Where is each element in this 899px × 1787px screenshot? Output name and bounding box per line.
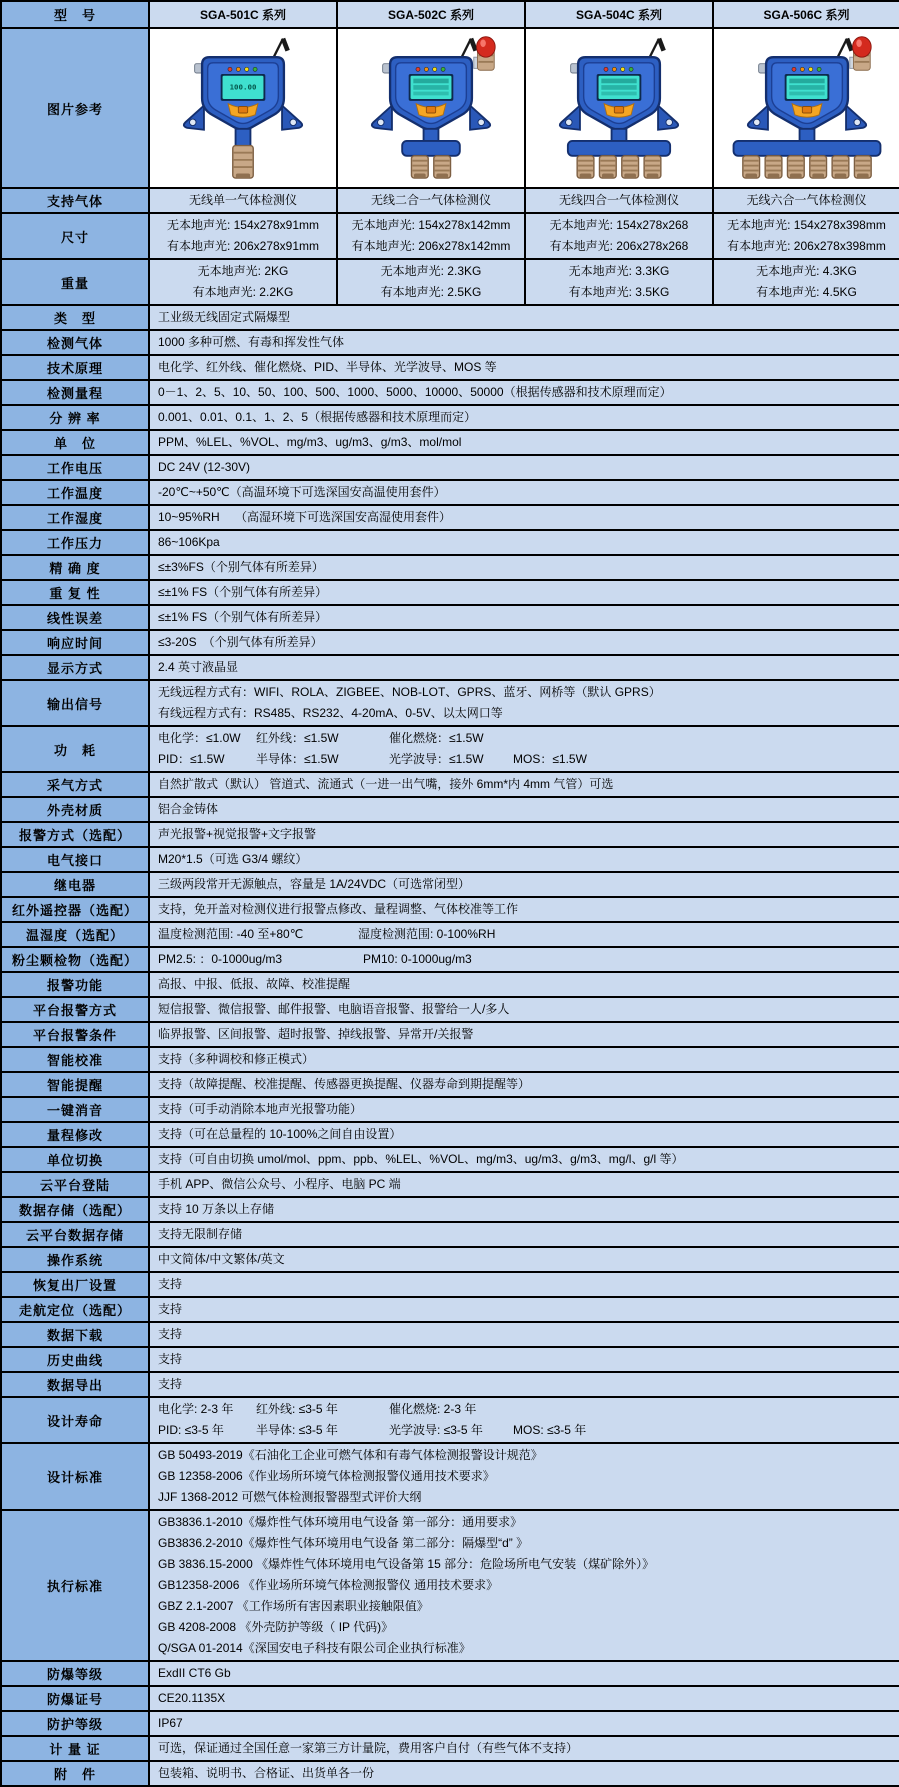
- row-value: 10~95%RH （高湿环境下可选深国安高湿使用套件）: [149, 505, 899, 530]
- row-label: 工作温度: [1, 480, 149, 505]
- spec-row: [1, 822, 899, 847]
- row-value-cell: 无线单一气体检测仪: [149, 188, 337, 213]
- row-value: 温度检测范围: -40 至+80℃ 湿度检测范围: 0-100%RH: [149, 922, 899, 947]
- spec-row: [1, 305, 899, 330]
- row-label: 报警功能: [1, 972, 149, 997]
- spec-row: [1, 480, 899, 505]
- row-value: 0.001、0.01、0.1、1、2、5（根据传感器和技术原理而定）: [149, 405, 899, 430]
- row-label: 云平台登陆: [1, 1172, 149, 1197]
- row-label: 数据下载: [1, 1322, 149, 1347]
- spec-row: [1, 1661, 899, 1686]
- spec-row: [1, 1197, 899, 1222]
- row-value: ExdII CT6 Gb: [149, 1661, 899, 1686]
- row-value: GB3836.1-2010《爆炸性气体环境用电气设备 第一部分：通用要求》 GB3836.2-2010《爆炸性气体环境用电气设备 第二部分：隔爆型“d” 》 GB 3836.15-2000 《爆炸性气体环境用电气设备第 15 部分：危险场所电气安装（煤矿除外）》 GB12358-2006 《作业场所环境气体检测报警仪 通用技术要求》 GBZ 2.1-2007 《工作场所有害因素职业接触限值》 GB 4208-2008 《外壳防护等级（ IP 代码)》 Q/SGA 01-2014《深国安电子科技有限公司企业执行标准》: [149, 1510, 899, 1661]
- row-value-cell: 无本地声光: 3.3KG 有本地声光: 3.5KG: [525, 259, 713, 305]
- spec-row: [1, 1147, 899, 1172]
- row-label: 粉尘颗检物（选配）: [1, 947, 149, 972]
- row-label: 防爆等级: [1, 1661, 149, 1686]
- spec-row: [1, 1097, 899, 1122]
- spec-row: [1, 922, 899, 947]
- row-value: 支持 10 万条以上存储: [149, 1197, 899, 1222]
- spec-row: [1, 947, 899, 972]
- row-label: 防护等级: [1, 1711, 149, 1736]
- row-label: 恢复出厂设置: [1, 1272, 149, 1297]
- row-value-cell: 无线六合一气体检测仪: [713, 188, 899, 213]
- row-value: 0－1、2、5、10、50、100、500、1000、5000、10000、50000（根据传感器和技术原理而定）: [149, 380, 899, 405]
- spec-row: [1, 726, 899, 772]
- spec-row: [1, 872, 899, 897]
- row-label: 响应时间: [1, 630, 149, 655]
- row-label: 类 型: [1, 305, 149, 330]
- row-value: ≤±1% FS（个别气体有所差异）: [149, 605, 899, 630]
- row-value: 支持，免开盖对检测仪进行报警点修改、量程调整、气体校准等工作: [149, 897, 899, 922]
- row-value: 工业级无线固定式隔爆型: [149, 305, 899, 330]
- row-label: 功 耗: [1, 726, 149, 772]
- row-value: 支持: [149, 1322, 899, 1347]
- row-label: 继电器: [1, 872, 149, 897]
- model-header-sga-504c: SGA-504C 系列: [525, 1, 713, 28]
- spec-row: [1, 1297, 899, 1322]
- spec-row: [1, 213, 899, 259]
- spec-row: [1, 630, 899, 655]
- row-value: 支持（可手动消除本地声光报警功能）: [149, 1097, 899, 1122]
- row-label: 一键消音: [1, 1097, 149, 1122]
- spec-row: [1, 380, 899, 405]
- spec-row: [1, 1047, 899, 1072]
- device-image-cell-sga-504c: [525, 28, 713, 188]
- row-label: 工作电压: [1, 455, 149, 480]
- spec-row: [1, 897, 899, 922]
- row-value: 电化学：≤1.0W 红外线：≤1.5W 催化燃烧：≤1.5W PID：≤1.5W 半导体：≤1.5W 光学波导：≤1.5W MOS：≤1.5W: [149, 726, 899, 772]
- row-label: 报警方式（选配）: [1, 822, 149, 847]
- row-label: 平台报警方式: [1, 997, 149, 1022]
- row-value: DC 24V (12-30V): [149, 455, 899, 480]
- row-value: 短信报警、微信报警、邮件报警、电脑语音报警、报警给一人/多人: [149, 997, 899, 1022]
- spec-row: [1, 1510, 899, 1661]
- spec-row: [1, 1761, 899, 1786]
- row-value: 自然扩散式（默认） 管道式、流通式（一进一出气嘴，接外 6mm*内 4mm 气管）可选: [149, 772, 899, 797]
- row-value: 1000 多种可燃、有毒和挥发性气体: [149, 330, 899, 355]
- spec-row: [1, 680, 899, 726]
- device-image-cell-sga-502c: [337, 28, 525, 188]
- spec-row: [1, 772, 899, 797]
- spec-row: [1, 1072, 899, 1097]
- row-label: 执行标准: [1, 1510, 149, 1661]
- spec-row: [1, 655, 899, 680]
- row-value: 支持无限制存储: [149, 1222, 899, 1247]
- row-value-cell: 无线二合一气体检测仪: [337, 188, 525, 213]
- row-value: 声光报警+视觉报警+文字报警: [149, 822, 899, 847]
- row-value-cell: 无本地声光: 2.3KG 有本地声光: 2.5KG: [337, 259, 525, 305]
- row-label: 量程修改: [1, 1122, 149, 1147]
- row-value: 铝合金铸体: [149, 797, 899, 822]
- row-value: ≤±1% FS（个别气体有所差异）: [149, 580, 899, 605]
- row-label: 防爆证号: [1, 1686, 149, 1711]
- row-label: 尺寸: [1, 213, 149, 259]
- row-value: 临界报警、区间报警、超时报警、掉线报警、异常开/关报警: [149, 1022, 899, 1047]
- row-label: 外壳材质: [1, 797, 149, 822]
- spec-row: [1, 355, 899, 380]
- row-label: 云平台数据存储: [1, 1222, 149, 1247]
- row-value-cell: 无本地声光: 154x278x142mm 有本地声光: 206x278x142mm: [337, 213, 525, 259]
- row-value: 支持（多种调校和修正模式）: [149, 1047, 899, 1072]
- row-value: 可选，保证通过全国任意一家第三方计量院，费用客户自付（有些气体不支持）: [149, 1736, 899, 1761]
- row-label: 工作压力: [1, 530, 149, 555]
- spec-row: [1, 1443, 899, 1510]
- device-image-sga-501c: [150, 33, 336, 180]
- row-value: 中文简体/中文繁体/英文: [149, 1247, 899, 1272]
- spec-row: [1, 1736, 899, 1761]
- row-value: 支持（可自由切换 umol/mol、ppm、ppb、%LEL、%VOL、mg/m3、ug/m3、g/m3、mg/l、g/l 等）: [149, 1147, 899, 1172]
- row-label: 温湿度（选配）: [1, 922, 149, 947]
- row-label: 智能提醒: [1, 1072, 149, 1097]
- row-value: 2.4 英寸液晶显: [149, 655, 899, 680]
- row-value: 三级两段常开无源触点，容量是 1A/24VDC（可选常闭型）: [149, 872, 899, 897]
- header-row: [1, 1, 899, 28]
- spec-row: [1, 259, 899, 305]
- row-label: 走航定位（选配）: [1, 1297, 149, 1322]
- spec-row: [1, 1322, 899, 1347]
- row-label: 工作湿度: [1, 505, 149, 530]
- spec-row: [1, 1397, 899, 1443]
- row-value: 无线远程方式有：WIFI、ROLA、ZIGBEE、NOB-LOT、GPRS、蓝牙、网桥等（默认 GPRS） 有线远程方式有：RS485、RS232、4-20mA、0-5V、以太网口等: [149, 680, 899, 726]
- row-label: 技术原理: [1, 355, 149, 380]
- row-value: GB 50493-2019《石油化工企业可燃气体和有毒气体检测报警设计规范》 GB 12358-2006《作业场所环境气体检测报警仪通用技术要求》 JJF 1368-2012 可燃气体检测报警器型式评价大纲: [149, 1443, 899, 1510]
- row-label: 数据存储（选配）: [1, 1197, 149, 1222]
- spec-row: [1, 997, 899, 1022]
- row-label-images: 图片参考: [1, 28, 149, 188]
- row-label-model: 型 号: [1, 1, 149, 28]
- row-value: -20℃~+50℃（高温环境下可选深国安高温使用套件）: [149, 480, 899, 505]
- spec-row: [1, 972, 899, 997]
- row-label: 单位切换: [1, 1147, 149, 1172]
- row-label: 检测气体: [1, 330, 149, 355]
- row-value: M20*1.5（可选 G3/4 螺纹）: [149, 847, 899, 872]
- row-value: IP67: [149, 1711, 899, 1736]
- row-value-cell: 无本地声光: 2KG 有本地声光: 2.2KG: [149, 259, 337, 305]
- row-label: 红外遥控器（选配）: [1, 897, 149, 922]
- spec-row: [1, 1711, 899, 1736]
- row-value-cell: 无本地声光: 154x278x91mm 有本地声光: 206x278x91mm: [149, 213, 337, 259]
- spec-row: [1, 580, 899, 605]
- row-value: 手机 APP、微信公众号、小程序、电脑 PC 端: [149, 1172, 899, 1197]
- row-label: 单 位: [1, 430, 149, 455]
- row-value: 支持: [149, 1297, 899, 1322]
- row-value: CE20.1135X: [149, 1686, 899, 1711]
- spec-row: [1, 1372, 899, 1397]
- spec-row: [1, 455, 899, 480]
- spec-row: [1, 847, 899, 872]
- row-label: 设计寿命: [1, 1397, 149, 1443]
- model-header-sga-501c: SGA-501C 系列: [149, 1, 337, 28]
- spec-row: [1, 330, 899, 355]
- spec-row: [1, 430, 899, 455]
- row-label: 操作系统: [1, 1247, 149, 1272]
- row-label: 设计标准: [1, 1443, 149, 1510]
- row-value: 电化学: 2-3 年 红外线: ≤3-5 年 催化燃烧: 2-3 年 PID: ≤3-5 年 半导体: ≤3-5 年 光学波导: ≤3-5 年 MOS: ≤3-5 年: [149, 1397, 899, 1443]
- device-image-sga-504c: [526, 33, 712, 180]
- row-value-cell: 无线四合一气体检测仪: [525, 188, 713, 213]
- row-value: 支持: [149, 1372, 899, 1397]
- row-label: 重 复 性: [1, 580, 149, 605]
- row-value: 电化学、红外线、催化燃烧、PID、半导体、光学波导、MOS 等: [149, 355, 899, 380]
- row-label: 线性误差: [1, 605, 149, 630]
- row-value: 支持（故障提醒、校准提醒、传感器更换提醒、仪器寿命到期提醒等）: [149, 1072, 899, 1097]
- spec-row: [1, 1122, 899, 1147]
- spec-row: [1, 797, 899, 822]
- row-value: PPM、%LEL、%VOL、mg/m3、ug/m3、g/m3、mol/mol: [149, 430, 899, 455]
- spec-row: [1, 1272, 899, 1297]
- row-label: 重量: [1, 259, 149, 305]
- device-image-cell-sga-506c: [713, 28, 899, 188]
- row-label: 支持气体: [1, 188, 149, 213]
- row-value: 支持（可在总量程的 10-100%之间自由设置）: [149, 1122, 899, 1147]
- spec-row: [1, 505, 899, 530]
- row-label: 平台报警条件: [1, 1022, 149, 1047]
- row-label: 电气接口: [1, 847, 149, 872]
- spec-row: [1, 1247, 899, 1272]
- row-value-cell: 无本地声光: 154x278x398mm 有本地声光: 206x278x398mm: [713, 213, 899, 259]
- image-row: [1, 28, 899, 188]
- spec-row: [1, 1347, 899, 1372]
- spec-row: [1, 1686, 899, 1711]
- row-value-cell: 无本地声光: 154x278x268 有本地声光: 206x278x268: [525, 213, 713, 259]
- row-label: 计 量 证: [1, 1736, 149, 1761]
- device-image-cell-sga-501c: [149, 28, 337, 188]
- model-header-sga-502c: SGA-502C 系列: [337, 1, 525, 28]
- row-label: 历史曲线: [1, 1347, 149, 1372]
- row-value: 支持: [149, 1347, 899, 1372]
- spec-row: [1, 405, 899, 430]
- row-label: 显示方式: [1, 655, 149, 680]
- row-value-cell: 无本地声光: 4.3KG 有本地声光: 4.5KG: [713, 259, 899, 305]
- spec-row: [1, 188, 899, 213]
- row-label: 数据导出: [1, 1372, 149, 1397]
- row-value: 包装箱、说明书、合格证、出货单各一份: [149, 1761, 899, 1786]
- row-value: ≤±3%FS（个别气体有所差异）: [149, 555, 899, 580]
- svg-text:100.00: 100.00: [229, 82, 257, 92]
- spec-row: [1, 1172, 899, 1197]
- model-header-sga-506c: SGA-506C 系列: [713, 1, 899, 28]
- device-image-sga-502c: [338, 33, 524, 180]
- row-label: 智能校准: [1, 1047, 149, 1072]
- spec-row: [1, 555, 899, 580]
- row-value: PM2.5: ：0-1000ug/m3 PM10: 0-1000ug/m3: [149, 947, 899, 972]
- row-label: 采气方式: [1, 772, 149, 797]
- spec-row: [1, 605, 899, 630]
- row-value: ≤3-20S （个别气体有所差异）: [149, 630, 899, 655]
- row-label: 精 确 度: [1, 555, 149, 580]
- device-image-sga-506c: [714, 33, 899, 180]
- row-value: 高报、中报、低报、故障、校准提醒: [149, 972, 899, 997]
- spec-row: [1, 1022, 899, 1047]
- row-label: 附 件: [1, 1761, 149, 1786]
- spec-row: [1, 530, 899, 555]
- row-label: 输出信号: [1, 680, 149, 726]
- row-value: 86~106Kpa: [149, 530, 899, 555]
- row-value: 支持: [149, 1272, 899, 1297]
- spec-row: [1, 1222, 899, 1247]
- row-label: 检测量程: [1, 380, 149, 405]
- row-label: 分 辨 率: [1, 405, 149, 430]
